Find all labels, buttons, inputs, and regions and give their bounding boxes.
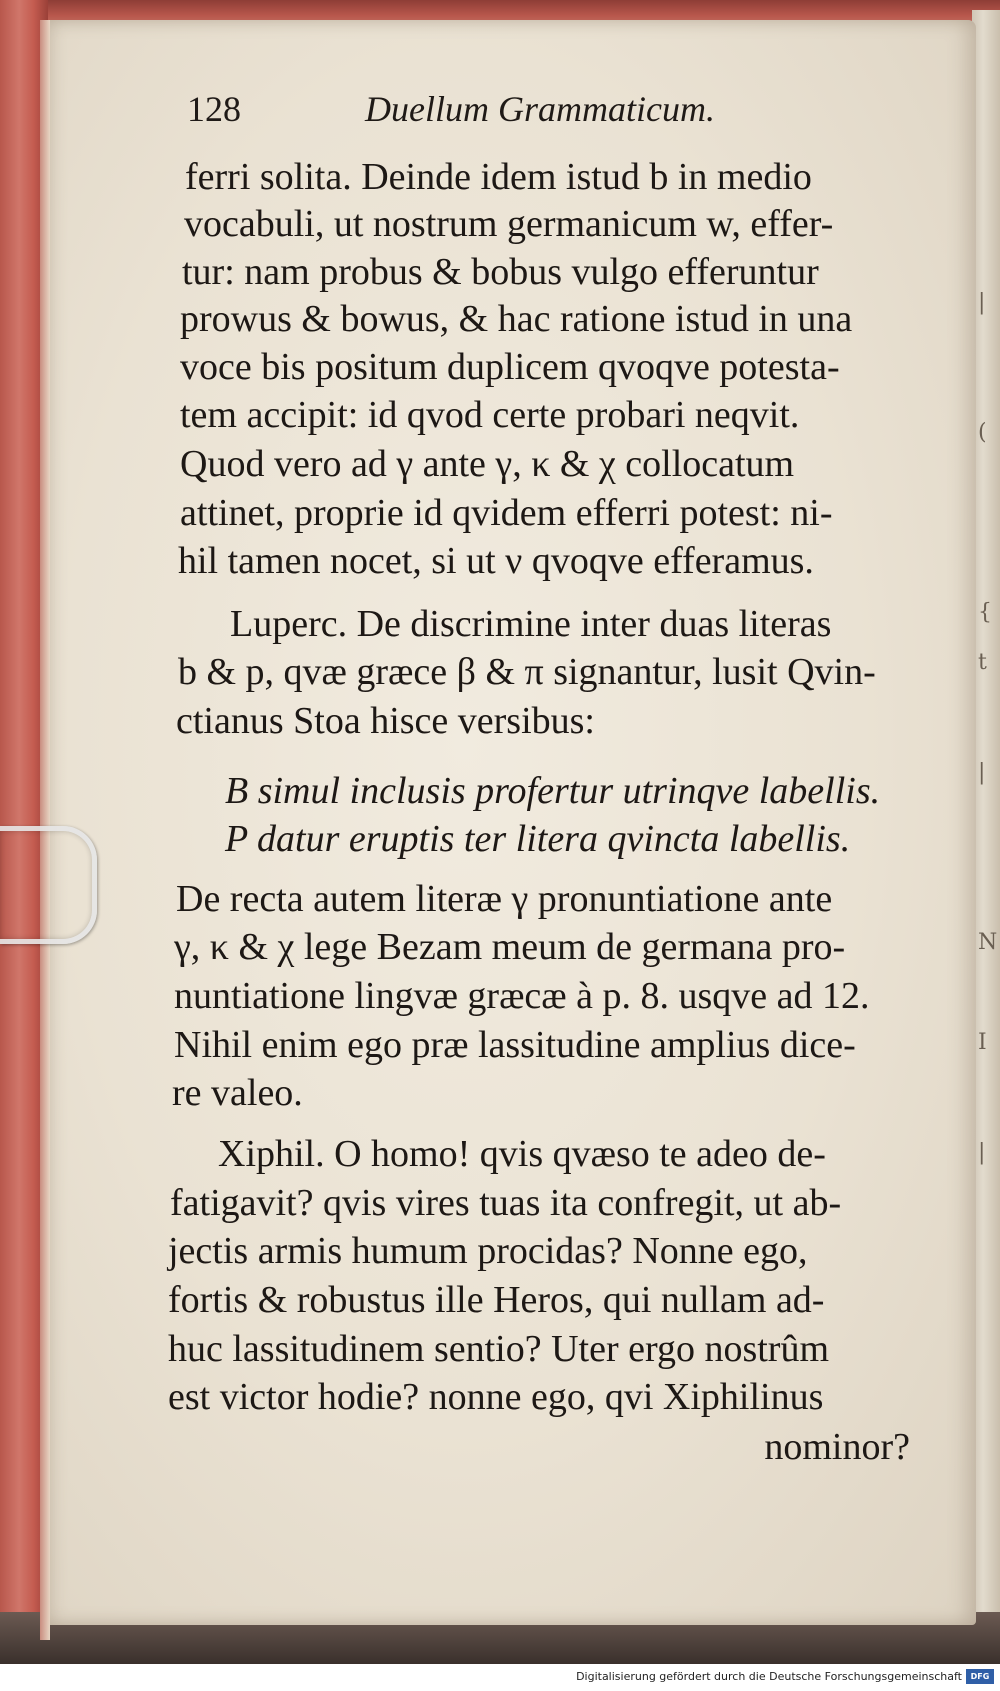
text-line: prowus & bowus, & hac ratione istud in una	[180, 298, 853, 340]
next-page-edge	[972, 10, 1000, 1620]
text-line: jectis armis humum procidas? Nonne ego,	[168, 1230, 808, 1272]
text-line: fortis & robustus ille Heros, qui nullam ad-	[168, 1279, 825, 1321]
text-line: ferri solita. Deinde idem istud b in medio	[185, 156, 812, 198]
margin-mark: |	[978, 1140, 986, 1165]
running-title: Duellum Grammaticum.	[365, 89, 715, 129]
page-clip	[0, 826, 97, 944]
text-line: re valeo.	[172, 1072, 303, 1114]
text-line: De recta autem literæ γ pronuntiatione ante	[176, 878, 833, 920]
text-line: attinet, proprie id qvidem efferri potest: ni-	[180, 492, 833, 534]
speaker-line: Xiphil. O homo! qvis qvæso te adeo de-	[218, 1133, 826, 1175]
text-line: vocabuli, ut nostrum germanicum w, effer-	[184, 203, 834, 245]
text-line-final: nominor?	[764, 1426, 910, 1468]
margin-mark: I	[978, 1030, 987, 1055]
text-line: fatigavit? qvis vires tuas ita confregit, ut ab-	[170, 1182, 842, 1224]
text-line: Quod vero ad γ ante γ, κ & χ collocatum	[180, 443, 795, 485]
funding-credit: Digitalisierung gefördert durch die Deutsche Forschungsgemeinschaft	[576, 1670, 962, 1683]
text-line: tur: nam probus & bobus vulgo efferuntur	[182, 251, 819, 293]
verse-line: P datur eruptis ter litera qvincta labellis.	[225, 818, 851, 860]
text-line: γ, κ & χ lege Bezam meum de germana pro-	[174, 926, 846, 968]
text-line: b & p, qvæ græce β & π signantur, lusit Qvin-	[178, 651, 876, 693]
text-line: voce bis positum duplicem qvoqve potesta-	[180, 346, 840, 388]
dfg-logo: DFG	[966, 1669, 994, 1684]
text-line: Nihil enim ego præ lassitudine amplius dice-	[174, 1024, 856, 1066]
margin-mark: |	[978, 760, 986, 785]
text-line: est victor hodie? nonne ego, qvi Xiphilinus	[168, 1376, 824, 1418]
margin-mark: {	[978, 600, 992, 625]
margin-mark: N	[978, 930, 998, 955]
margin-mark: |	[978, 290, 986, 315]
margin-mark: (	[978, 420, 987, 445]
text-line: hil tamen nocet, si ut ν qvoqve efferamus.	[178, 540, 814, 582]
page-number: 128	[187, 89, 241, 129]
margin-mark: t	[978, 650, 987, 675]
text-line: tem accipit: id qvod certe probari neqvit.	[180, 394, 800, 436]
footer-bar	[0, 1664, 1000, 1691]
text-line: huc lassitudinem sentio? Uter ergo nostrûm	[168, 1328, 830, 1370]
speaker-line: Luperc. De discrimine inter duas literas	[230, 603, 832, 645]
text-line: nuntiatione lingvæ græcæ à p. 8. usqve ad 12.	[174, 975, 870, 1017]
verse-line: B simul inclusis profertur utrinqve labellis.	[225, 770, 881, 812]
text-line: ctianus Stoa hisce versibus:	[176, 700, 595, 742]
